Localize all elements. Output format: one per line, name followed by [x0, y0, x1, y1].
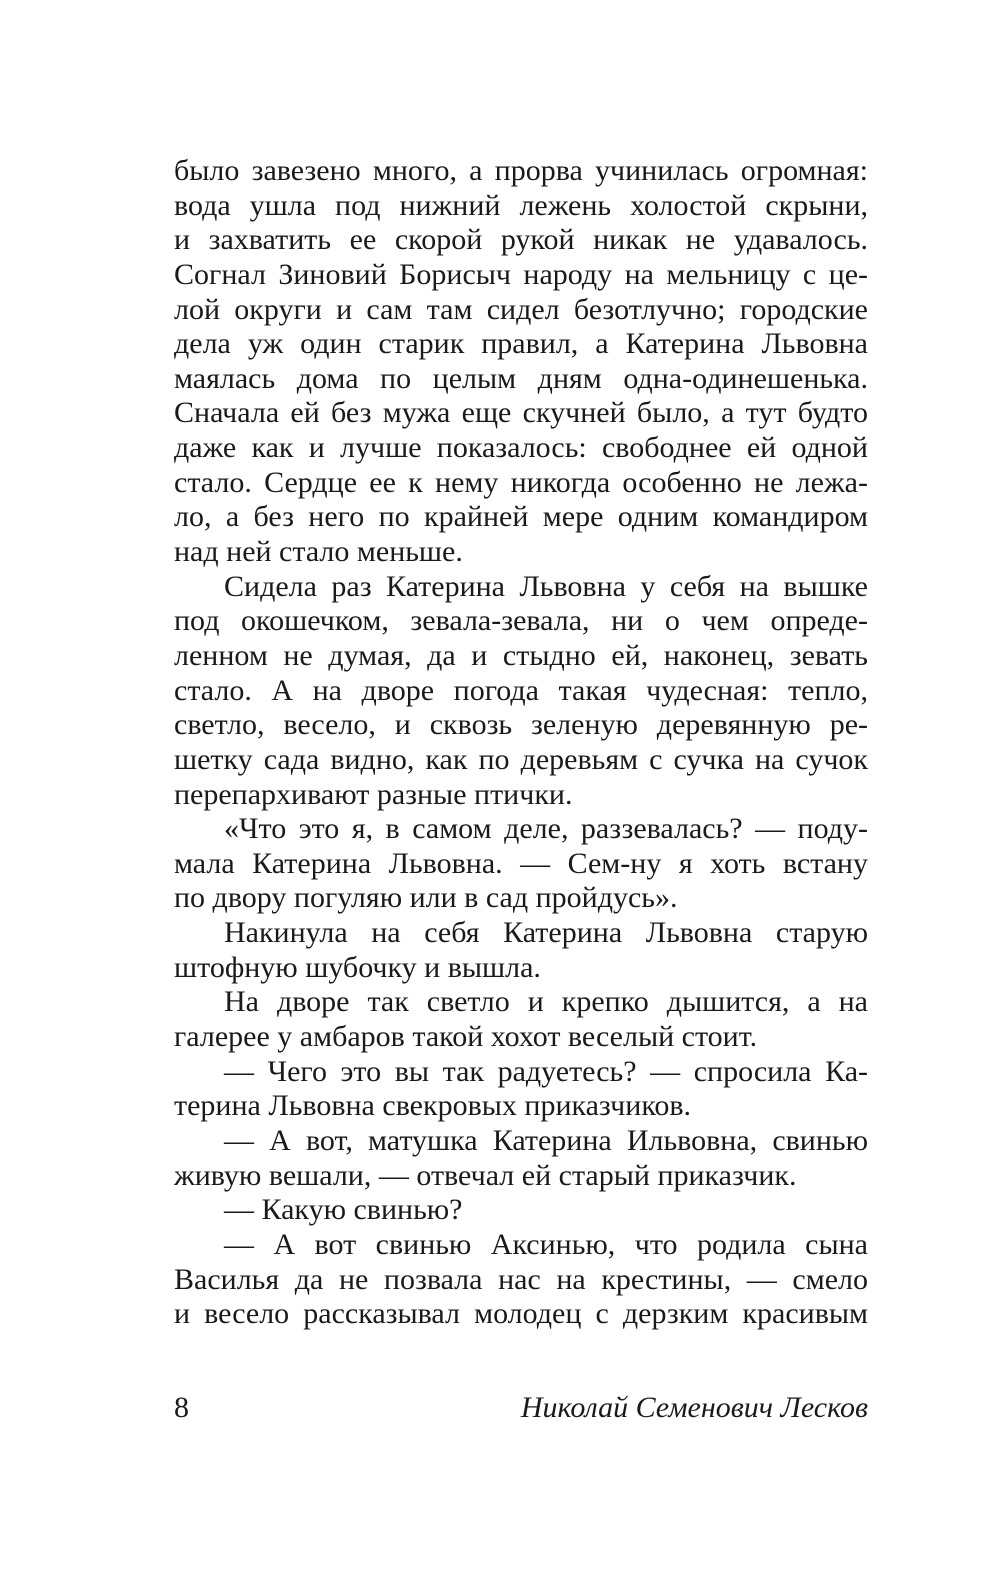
running-author: Николай Семенович Лесков [520, 1391, 868, 1424]
text-line: Сидела раз Катерина Львовна у себя на вышке [224, 569, 868, 603]
text-line: галерее у амбаров такой хохот веселый стоит. [174, 1020, 758, 1054]
text-line: На дворе так светло и крепко дышится, а на [224, 985, 868, 1019]
text-line: светло, весело, и сквозь зеленую деревянную ре- [174, 708, 868, 742]
text-line: живую вешали, — отвечал ей старый приказчик. [174, 1158, 797, 1192]
text-line: стало. Сердце ее к нему никогда особенно не лежа- [174, 465, 868, 499]
text-line: перепархивают разные птички. [174, 777, 573, 811]
text-line: стало. А на дворе погода такая чудесная: тепло, [174, 673, 868, 707]
text-line: терина Львовна свекровых приказчиков. [174, 1089, 692, 1123]
text-line: ло, а без него по крайней мере одним командиром [174, 500, 868, 534]
page-number: 8 [174, 1391, 189, 1424]
text-line: и захватить ее скорой рукой никак не удавалось. [174, 223, 868, 257]
text-line: было завезено много, а прорва учинилась огромная: [174, 154, 868, 187]
text-line: Сначала ей без мужа еще скучней было, а тут будто [174, 396, 868, 430]
text-line: Согнал Зиновий Борисыч народу на мельницу с це- [174, 257, 868, 291]
text-line: дела уж один старик правил, а Катерина Львовна [174, 327, 868, 361]
text-line: — Чего это вы так радуетесь? — спросила Ка- [224, 1054, 868, 1088]
text-line: — А вот, матушка Катерина Ильвовна, свинью [224, 1123, 868, 1157]
text-line: лой округи и сам там сидел безотлучно; городские [174, 292, 868, 326]
text-line: — А вот свинью Аксинью, что родила сына [224, 1227, 868, 1261]
text-line: над ней стало меньше. [174, 535, 463, 569]
text-line: — Какую свинью? [224, 1193, 463, 1227]
text-line: под окошечком, зевала-зевала, ни о чем опреде- [174, 604, 868, 638]
text-line: мала Катерина Львовна. — Сем-ну я хоть встану [174, 846, 868, 880]
text-line: шетку сада видно, как по деревьям с сучка на сучок [174, 742, 868, 776]
text-line: штофную шубочку и вышла. [174, 950, 541, 984]
text-line: по двору погуляю или в сад пройдусь». [174, 881, 678, 915]
text-line: ленном не думая, да и стыдно ей, наконец, зевать [174, 638, 868, 672]
text-line: и весело рассказывал молодец с дерзким красивым [174, 1297, 868, 1331]
text-line: даже как и лучше показалось: свободнее ей одной [174, 431, 868, 465]
text-line: Василья да не позвала нас на крестины, — смело [174, 1262, 868, 1296]
text-line: Накинула на себя Катерина Львовна старую [224, 916, 868, 950]
text-line: маялась дома по целым дням одна-одинешенька. [174, 361, 868, 395]
body-text [174, 154, 868, 1332]
text-line: «Что это я, в самом деле, раззевалась? — поду- [224, 812, 868, 846]
page-footer [174, 1388, 868, 1428]
text-line: вода ушла под нижний лежень холостой скрыни, [174, 188, 868, 222]
